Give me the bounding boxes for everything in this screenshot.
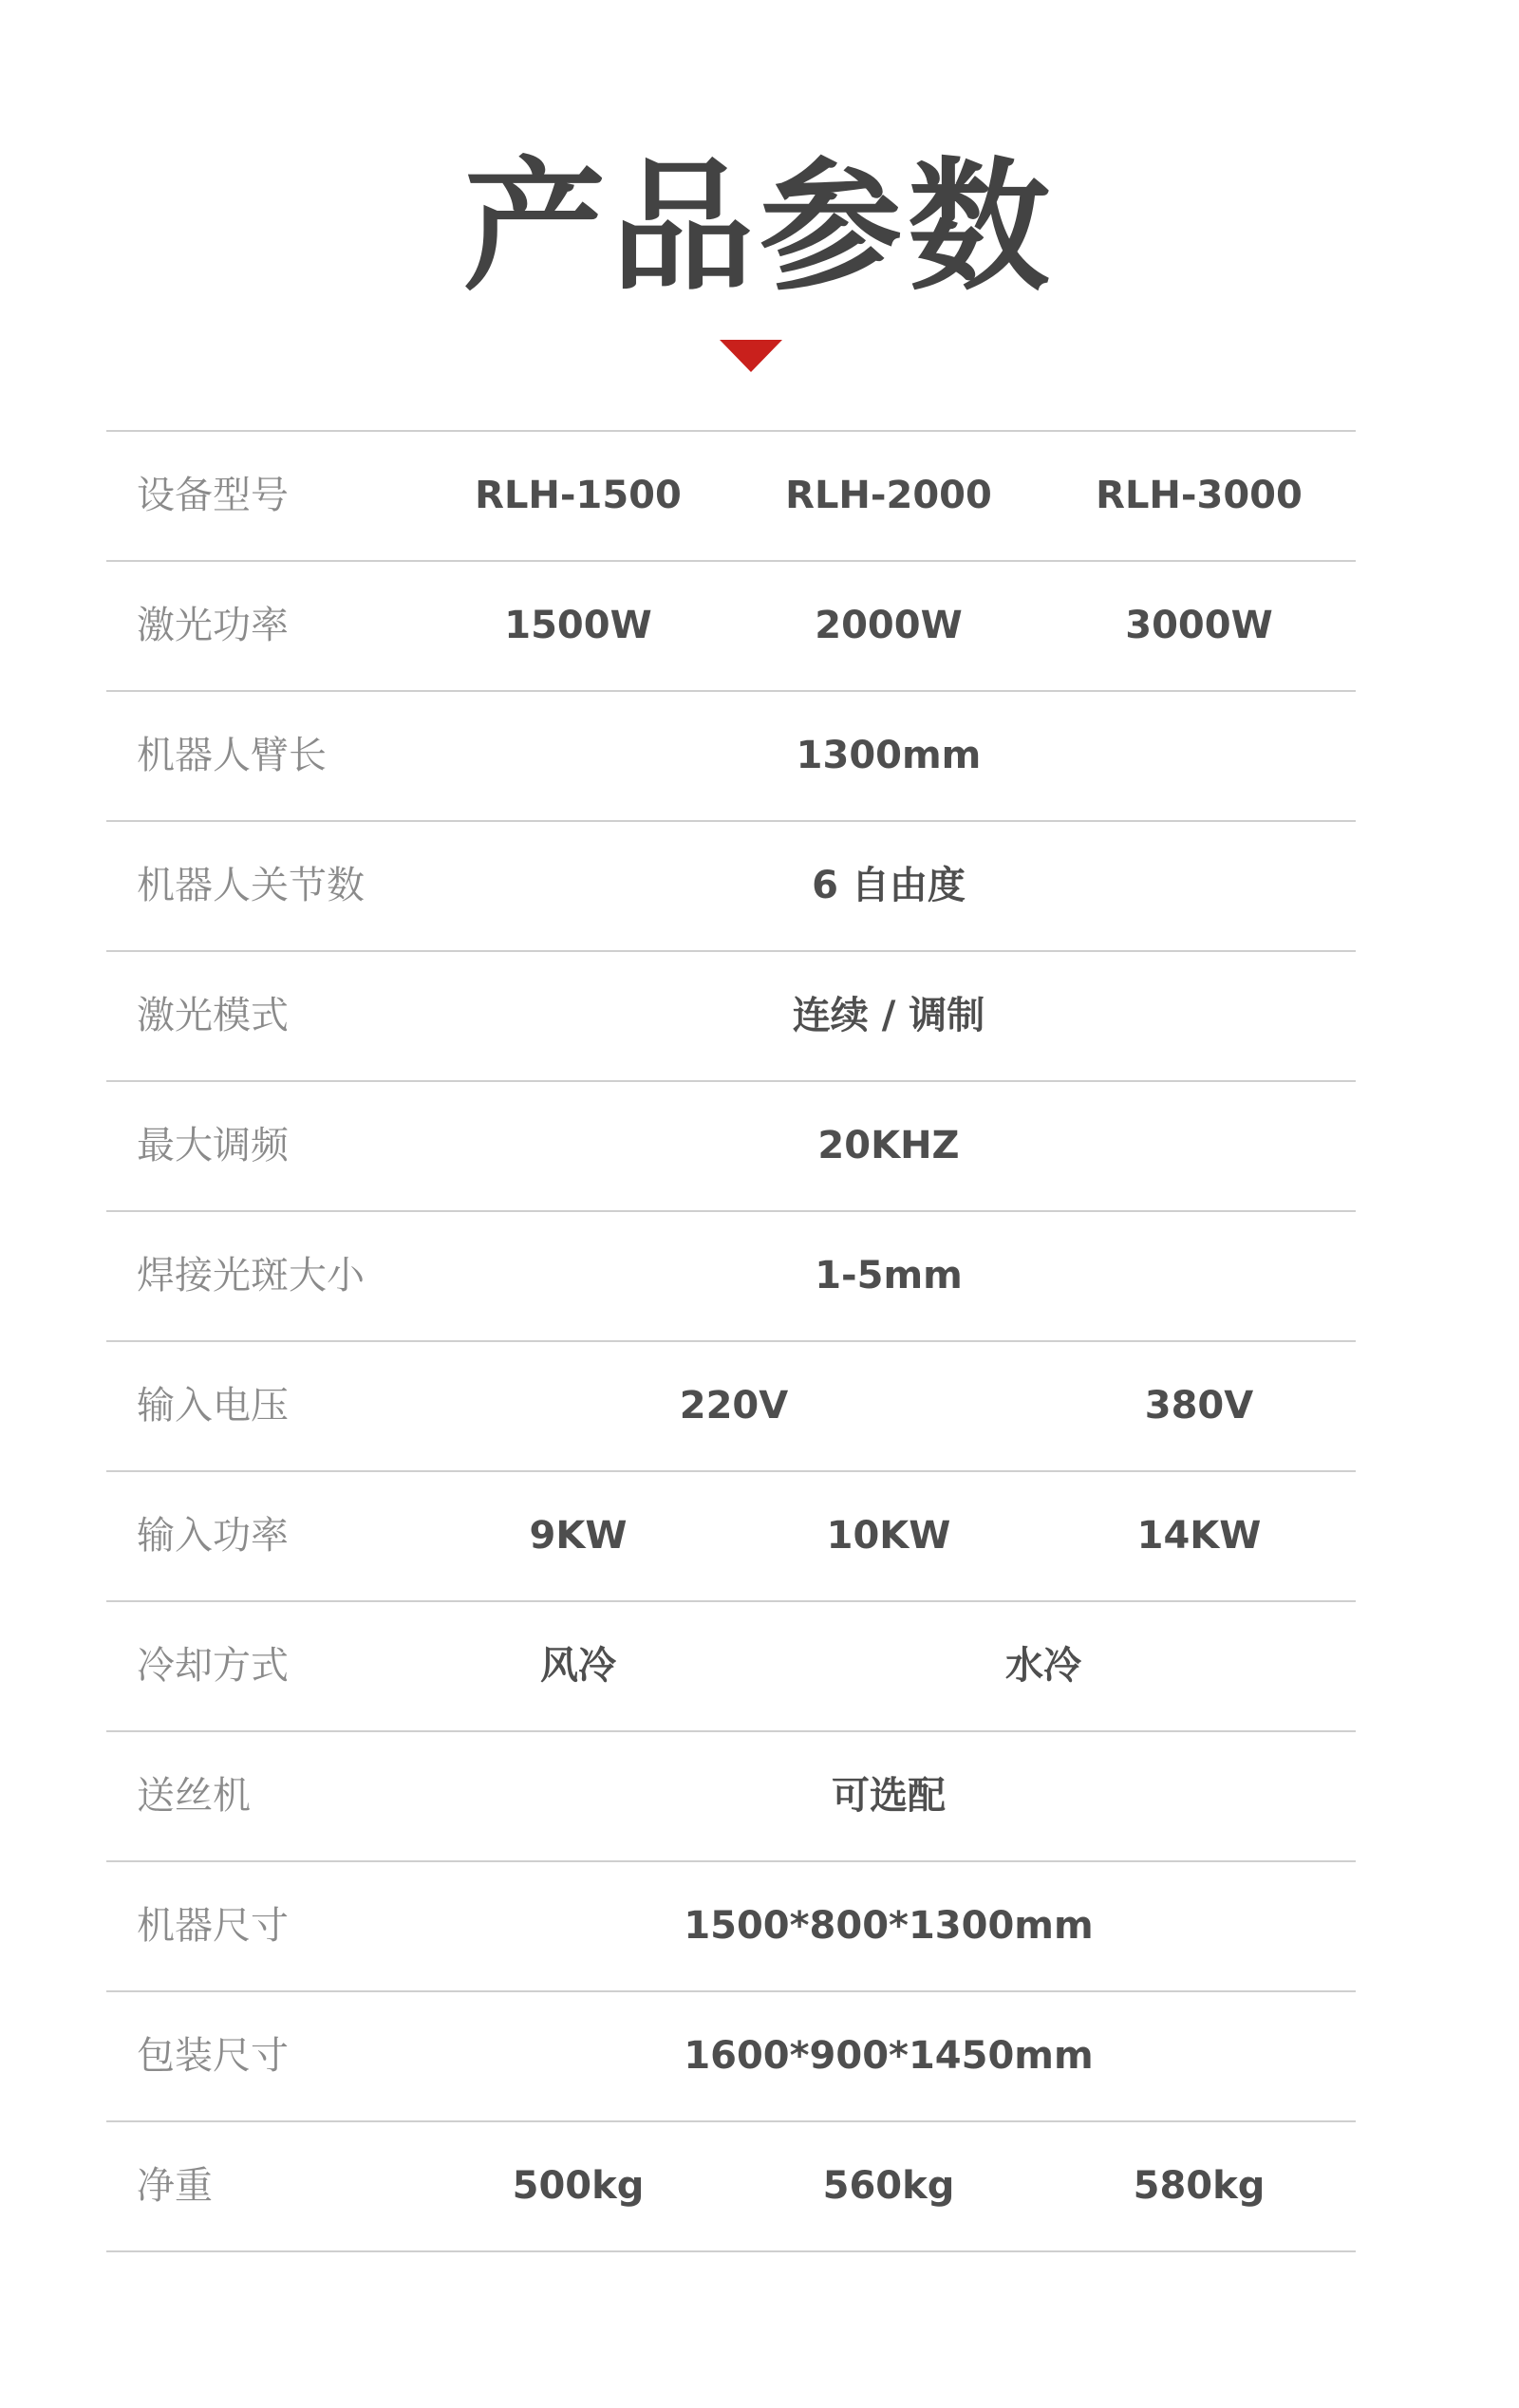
spec-value: 580kg — [1133, 2164, 1266, 2208]
spec-value: 500kg — [512, 2164, 645, 2208]
down-triangle-icon — [720, 340, 782, 372]
spec-row-net-weight — [106, 2122, 1356, 2252]
spec-value: 220V — [679, 1384, 789, 1428]
spec-label: 机器人臂长 — [137, 734, 327, 777]
spec-value: 1-5mm — [815, 1254, 963, 1297]
spec-label: 设备型号 — [137, 474, 289, 517]
spec-row-laser-mode — [106, 952, 1356, 1082]
spec-value: 1500W — [504, 604, 652, 647]
spec-value: 380V — [1144, 1384, 1254, 1428]
spec-value: 水冷 — [1005, 1644, 1081, 1688]
spec-value: 3000W — [1125, 604, 1273, 647]
spec-label: 包装尺寸 — [137, 2034, 289, 2078]
spec-row-machine-size — [106, 1862, 1356, 1992]
spec-value: 20KHZ — [817, 1124, 960, 1167]
page-title: 产品参数 — [462, 145, 1056, 310]
spec-value: 1600*900*1450mm — [684, 2034, 1094, 2078]
spec-row-max-frequency — [106, 1082, 1356, 1212]
spec-label: 机器人关节数 — [137, 864, 365, 907]
spec-table — [106, 430, 1356, 2252]
spec-row-package-size — [106, 1992, 1356, 2122]
spec-row-model — [106, 432, 1356, 562]
spec-value: 1300mm — [796, 734, 982, 777]
spec-row-spot-size — [106, 1212, 1356, 1342]
spec-value: 2000W — [815, 604, 963, 647]
spec-row-cooling — [106, 1602, 1356, 1732]
spec-value: 560kg — [822, 2164, 955, 2208]
spec-label: 激光模式 — [137, 994, 289, 1037]
spec-label: 净重 — [137, 2164, 213, 2208]
spec-value: RLH-2000 — [785, 474, 992, 517]
spec-value: RLH-3000 — [1096, 474, 1303, 517]
spec-label: 输入电压 — [137, 1384, 289, 1428]
spec-value: 风冷 — [540, 1644, 616, 1688]
spec-value: 10KW — [826, 1514, 951, 1558]
spec-value: RLH-1500 — [475, 474, 682, 517]
spec-value: 9KW — [529, 1514, 628, 1558]
spec-label: 送丝机 — [137, 1774, 251, 1818]
spec-row-arm-length — [106, 692, 1356, 822]
spec-value: 6 自由度 — [812, 864, 966, 907]
spec-row-input-power — [106, 1472, 1356, 1602]
spec-row-wire-feeder — [106, 1732, 1356, 1862]
spec-label: 最大调频 — [137, 1124, 289, 1167]
spec-row-input-voltage — [106, 1342, 1356, 1472]
spec-label: 激光功率 — [137, 604, 289, 647]
spec-value: 1500*800*1300mm — [684, 1904, 1094, 1948]
spec-value: 可选配 — [832, 1774, 946, 1818]
spec-label: 焊接光斑大小 — [137, 1254, 365, 1297]
spec-row-laser-power — [106, 562, 1356, 692]
spec-label: 输入功率 — [137, 1514, 289, 1558]
spec-value: 14KW — [1136, 1514, 1262, 1558]
spec-value: 连续 / 调制 — [792, 994, 985, 1037]
spec-row-joints — [106, 822, 1356, 952]
spec-label: 冷却方式 — [137, 1644, 289, 1688]
spec-label: 机器尺寸 — [137, 1904, 289, 1948]
